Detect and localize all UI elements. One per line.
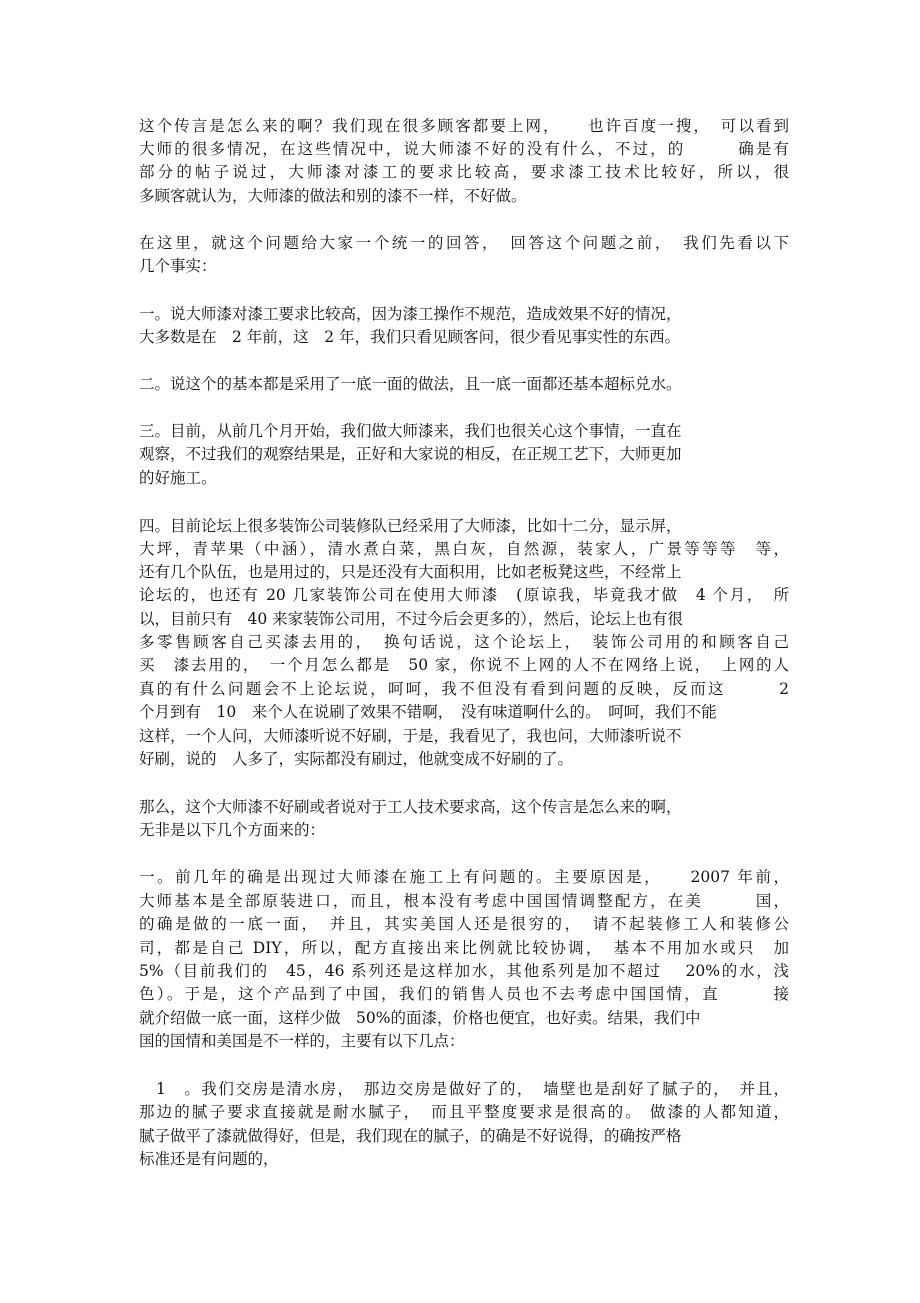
text-line: 司，都是自己 DIY，所以，配方直接出来比例就比较协调， 基本不用加水或只 加	[139, 939, 789, 957]
text-line: 大师的很多情况，在这些情况中，说大师漆不好的没有什么，不过，的 确是有	[139, 140, 789, 158]
text-line: 论坛的，也还有 20 几家装饰公司在使用大师漆 (原谅我，毕竟我才做 4 个月， 所	[139, 586, 789, 604]
text-line: 色）。于是，这个产品到了中国，我们的销售人员也不去考虑中国国情，直 接	[139, 985, 789, 1003]
text-line: 观察，不过我们的观察结果是，正好和大家说的相反，在正规工艺下，大师更加	[139, 445, 682, 463]
text-line: 在这里，就这个问题给大家一个统一的回答， 回答这个问题之前， 我们先看以下	[139, 234, 789, 252]
text-line: 多零售顾客自己买漆去用的， 换句话说，这个论坛上， 装饰公司用的和顾客自己	[139, 633, 789, 651]
text-line: 就介绍做一底一面，这样少做 50%的面漆，价格也便宜，也好卖。结果，我们中	[139, 1009, 701, 1027]
text-line: 那边的腻子要求直接就是耐水腻子， 而且平整度要求是很高的。 做漆的人都知道，	[139, 1103, 789, 1121]
text-line: 标准还是有问题的，	[139, 1150, 279, 1168]
text-line: 大坪，青苹果（中涵），清水煮白菜，黑白灰，自然源，装家人，广景等等等 等，	[139, 540, 789, 558]
text-line: 三。目前，从前几个月开始，我们做大师漆来，我们也很关心这个事情，一直在	[139, 422, 682, 440]
text-line: 无非是以下几个方面来的：	[139, 821, 326, 839]
text-line: 好刷，说的 人多了，实际都没有刷过，他就变成不好刷的了。	[139, 750, 574, 768]
text-line: 以，目前只有 40 来家装饰公司用，不过今后会更多的），然后，论坛上也有很	[139, 610, 683, 628]
text-line: 1 。我们交房是清水房， 那边交房是做好了的， 墙壁也是刮好了腻子的， 并且，	[139, 1080, 789, 1098]
text-line: 腻子做平了漆就做得好，但是，我们现在的腻子，的确是不好说得，的确按严格	[139, 1127, 682, 1145]
text-line: 这样，一个人问，大师漆听说不好刷，于是，我看见了，我也问，大师漆听说不	[139, 727, 682, 745]
text-line: 一。前几年的确是出现过大师漆在施工上有问题的。主要原因是， 2007 年前，	[139, 868, 789, 886]
text-line: 一。说大师漆对漆工要求比较高，因为漆工操作不规范，造成效果不好的情况，	[139, 305, 682, 323]
text-line: 大师基本是全部原装进口，而且，根本没有考虑中国国情调整配方，在美 国，	[139, 892, 789, 910]
text-line: 部分的帖子说过，大师漆对漆工的要求比较高，要求漆工技术比较好，所以，很	[139, 163, 789, 181]
text-line: 四。目前论坛上很多装饰公司装修队已经采用了大师漆，比如十二分，显示屏，	[139, 517, 682, 535]
text-line: 真的有什么问题会不上论坛说，呵呵，我不但没有看到问题的反映，反而这 2	[139, 680, 789, 698]
text-line: 还有几个队伍，也是用过的，只是还没有大面积用，比如老板凳这些，不经常上	[139, 563, 682, 581]
text-line: 国的国情和美国是不一样的，主要有以下几点：	[139, 1032, 465, 1050]
text-line: 5%（目前我们的 45，46 系列还是这样加水，其他系列是加不超过 20%的水，浅	[139, 962, 789, 980]
text-line: 的好施工。	[139, 469, 217, 487]
text-line: 大多数是在 2 年前，这 2 年，我们只看见顾客问，很少看见事实性的东西。	[139, 328, 681, 346]
text-line: 的确是做的一底一面， 并且，其实美国人还是很穷的， 请不起装修工人和装修公	[139, 915, 789, 933]
text-line: 这个传言是怎么来的啊？我们现在很多顾客都要上网， 也许百度一搜， 可以看到	[139, 117, 789, 135]
text-line: 几个事实：	[139, 257, 217, 275]
text-line: 买 漆去用的， 一个月怎么都是 50 家，你说不上网的人不在网络上说， 上网的人	[139, 656, 789, 674]
text-line: 二。说这个的基本都是采用了一底一面的做法，且一底一面都还基本超标兑水。	[139, 375, 682, 393]
text-line: 个月到有 10 来个人在说刷了效果不错啊， 没有味道啊什么的。 呵呵，我们不能	[139, 703, 717, 721]
text-line: 多顾客就认为，大师漆的做法和别的漆不一样，不好做。	[139, 187, 527, 205]
text-line: 那么，这个大师漆不好刷或者说对于工人技术要求高，这个传言是怎么来的啊，	[139, 798, 682, 816]
